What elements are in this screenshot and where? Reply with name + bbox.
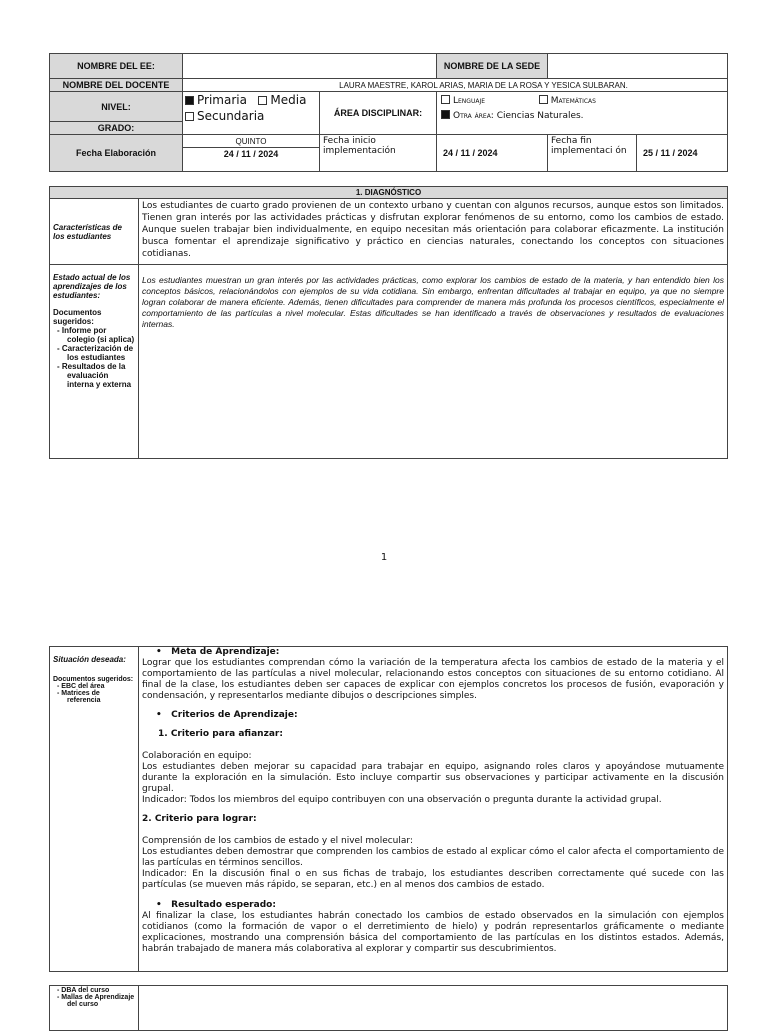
docs-label: Documentos sugeridos: [53,676,134,683]
caracteristicas-text: Los estudiantes de cuarto grado provienen de un contexto urbano y cuentan con algunos recursos, aunque estos son limitados. Tienen gran interés por las actividades prácticas y disfrutan explorar fenómenos de su entorno, como los cambios de estado. Aunque suelen trabajar bien individualmente, en equipo necesitan más orientación para colaborar eficazmente. La institución busca fomentar el aprendizaje significativo y práctico en ciencias naturales, conectando los conceptos con situaciones cotidianas. [139,199,728,265]
doc-item: - Matrices de referencia [53,690,135,704]
area-label: ÁREA DISCIPLINAR: [320,92,437,135]
diagnostico-table [49,186,728,459]
diagnostico-title: 1. DIAGNÓSTICO [50,187,728,199]
doc-item: - Resultados de la evaluación interna y externa [53,362,135,389]
fecha-fin-value: 25 / 11 / 2024 [637,135,728,172]
doc-item: - Informe por colegio (si aplica) [53,326,135,344]
primaria-checkbox[interactable] [185,96,194,105]
area-options: Lenguaje Matemáticas Otra área: Ciencias Naturales. [437,92,728,135]
c1-title: 1. Criterio para afianzar: [158,729,283,739]
sede-label: NOMBRE DE LA SEDE [437,54,548,79]
situacion-table [49,646,728,972]
doc-item: - Mallas de Aprendizaje del curso [53,994,135,1008]
fecha-fin-label: Fecha fin implementaci ón [548,135,637,172]
meta-title: • Meta de Aprendizaje: [156,647,280,657]
fecha-elab-label: Fecha Elaboración [50,135,183,172]
bottom-docs [53,987,135,1008]
grado-label: GRADO: [50,122,183,135]
bottom-table [49,985,728,1031]
resultado-title: • Resultado esperado: [156,900,276,910]
situacion-label: Situación deseada: [53,655,126,664]
fecha-inicio-value: 24 / 11 / 2024 [437,135,548,172]
c1-text: Los estudiantes deben mejorar su capacidad para trabajar en equipo, asignando roles claros y apoyándose mutuamente durante la exploración en la simulación. Esto incluye compartir sus observaciones y participar activamente en la discusión grupal. [142,762,724,794]
estado-cell [50,265,139,459]
estado-label: Estado actual de los aprendizajes de los estudiantes: [53,273,131,300]
otra-area-checkbox[interactable] [441,110,450,119]
estado-docs [53,308,135,389]
media-checkbox[interactable] [258,96,267,105]
otra-area-value: Ciencias Naturales. [496,111,584,121]
c2-indicator: Indicador: En la discusión final o en sus fichas de trabajo, los estudiantes describen correctamente qué sucede con las partículas (se mueven más rápido, se separan, etc.) en al menos dos cambios de estado. [142,869,724,890]
doc-item: - DBA del curso [53,987,135,994]
c2-title: 2. Criterio para lograr: [142,814,257,824]
estado-text: Los estudiantes muestran un gran interés por las actividades prácticas, como explorar los cambios de estado de la materia, y han entendido bien los conceptos básicos, relacionándolos con ejemplos de su vida cotidiana. Sin embargo, enfrentan dificultades al trabajar en equipo, ya que no siempre logran colaborar de manera eficiente. Además, tienen dificultades para comprender de manera más profunda los procesos científicos, especialmente el comportamiento de las partículas a nivel molecular. Estas dificultades se han identificado a través de observaciones y resultados de evaluaciones internas. [139,265,728,459]
situacion-docs [53,676,135,704]
ee-label: NOMBRE DEL EE: [50,54,183,79]
lenguaje-checkbox[interactable] [441,95,450,104]
c1-sub: Colaboración en equipo: [142,751,252,761]
c2-sub: Comprensión de los cambios de estado y el nivel molecular: [142,836,413,846]
doc-item: - Caracterización de los estudiantes [53,344,135,362]
page-number: 1 [380,552,388,563]
sede-value [548,54,728,79]
docente-label: NOMBRE DEL DOCENTE [50,79,183,92]
docente-value: LAURA MAESTRE, KAROL ARIAS, MARIA DE LA ROSA Y YESICA SULBARAN. [183,79,728,92]
ee-value [183,54,437,79]
matematicas-checkbox[interactable] [539,95,548,104]
fecha-elab-value: 24 / 11 / 2024 [183,148,320,172]
c1-indicator: Indicador: Todos los miembros del equipo contribuyen con una observación o pregunta durante la actividad grupal. [142,795,662,805]
grado-value: QUINTO [183,135,320,148]
resultado-text: Al finalizar la clase, los estudiantes habrán conectado los cambios de estado observados en la simulación con ejemplos cotidianos (como la formación de vapor o el derretimiento de hielo) y podrán representarlos gráficamente o mediante explicaciones, mostrando una comprensión básica del comportamiento de las partículas en los distintos estados. Además, habrán trabajado de manera más colaborativa al explorar y compartir sus descubrimientos. [142,911,724,954]
docs-label: Documentos sugeridos: [53,308,102,326]
nivel-label: NIVEL: [50,92,183,122]
situacion-content [139,647,728,972]
c2-text: Los estudiantes deben demostrar que comprenden los cambios de estado al explicar cómo el calor afecta el comportamiento de las partículas en términos sencillos. [142,847,724,868]
doc-item: - EBC del área [53,683,135,690]
caracteristicas-label: Características de los estudiantes [50,199,139,265]
header-table [49,53,728,172]
situacion-cell [50,647,139,972]
fecha-inicio-label: Fecha inicio implementación [320,135,437,172]
meta-text: Lograr que los estudiantes comprendan cómo la variación de la temperatura afecta los cambios de estado de la materia y el comportamiento de las partículas a nivel molecular, relacionando estos conceptos con situaciones de su entorno cotidiano. Al final de la clase, los estudiantes deben ser capaces de explicar con ejemplos concretos los procesos de fusión, evaporación y condensación, y representarlos mediante dibujos o descripciones simples. [142,658,724,701]
nivel-options: Primaria Media Secundaria [183,92,320,135]
criterios-title: • Criterios de Aprendizaje: [156,710,298,720]
secundaria-checkbox[interactable] [185,112,194,121]
